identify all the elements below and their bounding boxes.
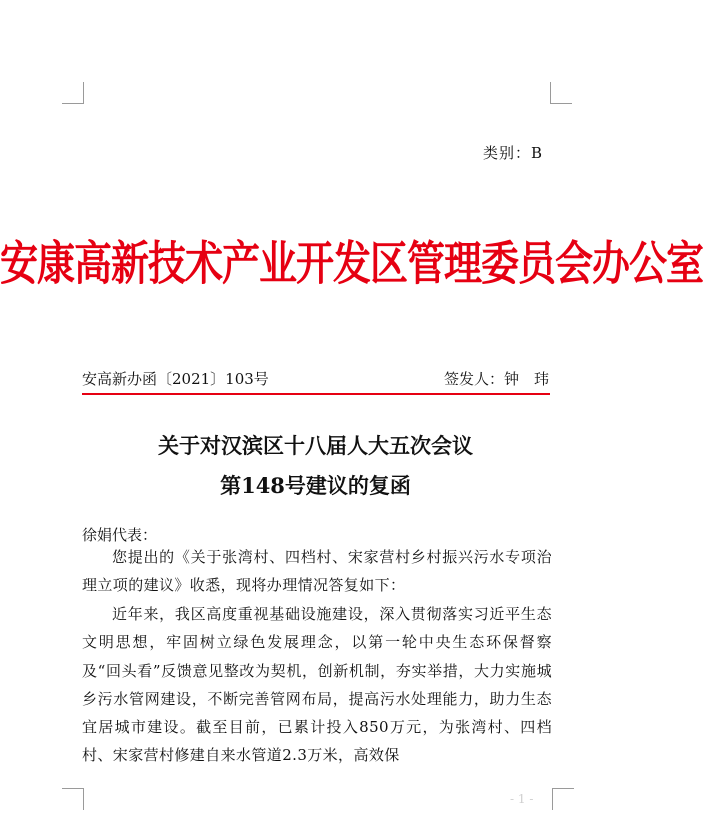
crop-mark-bottom-right	[552, 788, 553, 810]
signer-line: 签发人：钟 玮	[443, 370, 549, 388]
crop-mark-top-left	[62, 103, 84, 104]
page-number: - 1 -	[510, 792, 534, 806]
issuing-organization-heading: 安康高新技术产业开发区管理委员会办公室	[0, 235, 703, 291]
salutation: 徐娟代表：	[82, 526, 158, 544]
document-number: 安高新办函〔2021〕103号	[82, 370, 269, 388]
document-category: 类别：B	[483, 144, 544, 162]
red-divider-line	[82, 393, 550, 395]
crop-mark-bottom-right	[552, 788, 574, 789]
document-title-line-1: 关于对汉滨区十八届人大五次会议	[158, 433, 473, 458]
document-title-line-2: 第148号建议的复函	[220, 473, 411, 498]
body-paragraph: 您提出的《关于张湾村、四档村、宋家营村乡村振兴污水专项治理立项的建议》收悉，现将办理情况答复如下：	[82, 548, 552, 595]
crop-mark-top-right	[550, 82, 551, 104]
crop-mark-bottom-left	[83, 788, 84, 810]
crop-mark-top-left	[83, 82, 84, 104]
body-paragraph: 近年来，我区高度重视基础设施建设，深入贯彻落实习近平生态文明思想，牢固树立绿色发展理念，以第一轮中央生态环保督察及“回头看”反馈意见整改为契机，创新机制，夯实举措，大力实施城乡污水管网建设，不断完善管网布局，提高污水处理能力，助力生态宜居城市建设。截至目前，已累计投入850万元，为张湾村、四档村、宋家营村修建自来水管道2.3万米，高效保	[82, 605, 552, 765]
crop-mark-top-right	[550, 103, 572, 104]
crop-mark-bottom-left	[62, 788, 84, 789]
